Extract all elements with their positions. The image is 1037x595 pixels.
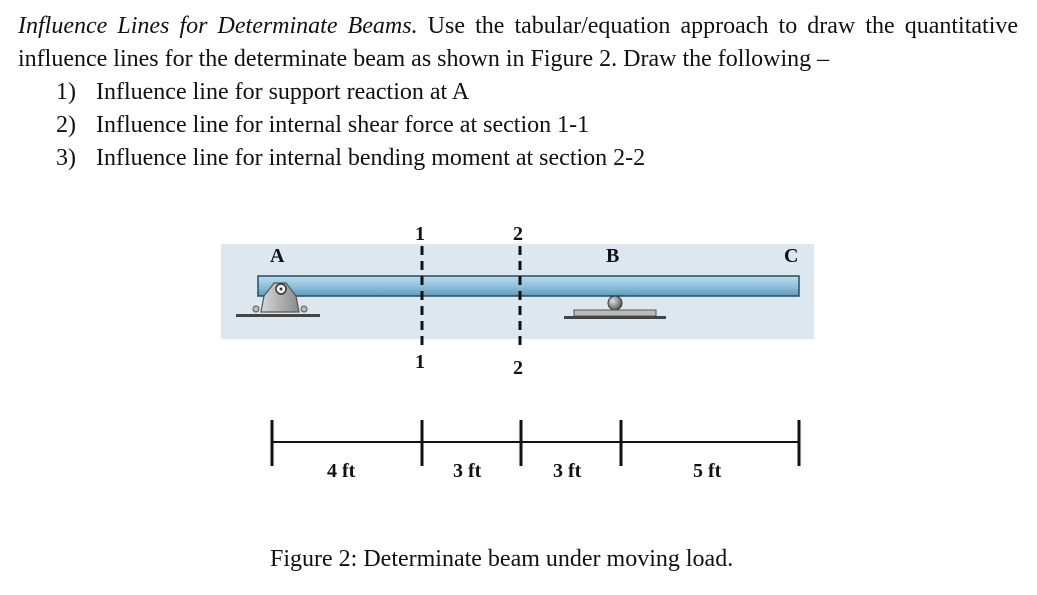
problem-intro-text: Use the tabular/equation approach to draw the quantitative influence lines for the determinate beam as shown in Figure 2. Draw the following – xyxy=(18,13,1019,72)
label-point-c: C xyxy=(784,245,799,267)
dimension-label-4: 5 ft xyxy=(693,460,722,482)
task-number: 1) xyxy=(56,79,76,105)
dimension-label-1: 4 ft xyxy=(327,460,356,482)
dimension-label-3: 3 ft xyxy=(553,460,582,482)
task-text: Influence line for internal shear force at section 1-1 xyxy=(96,112,590,138)
task-text: Influence line for internal bending moment at section 2-2 xyxy=(96,145,646,171)
label-section-1-bottom: 1 xyxy=(415,351,425,373)
task-number: 2) xyxy=(56,112,76,138)
problem-title: Influence Lines for Determinate Beams. xyxy=(18,13,418,39)
label-point-b: B xyxy=(606,245,620,267)
figure-caption: Figure 2: Determinate beam under moving load. xyxy=(270,546,734,572)
label-section-2-top: 2 xyxy=(513,223,523,245)
label-point-a: A xyxy=(270,245,285,267)
task-number: 3) xyxy=(56,145,76,171)
label-section-1-top: 1 xyxy=(415,223,425,245)
label-section-2-bottom: 2 xyxy=(513,357,523,379)
beam xyxy=(258,276,799,296)
dimension-label-2: 3 ft xyxy=(453,460,482,482)
task-text: Influence line for support reaction at A xyxy=(96,79,470,105)
